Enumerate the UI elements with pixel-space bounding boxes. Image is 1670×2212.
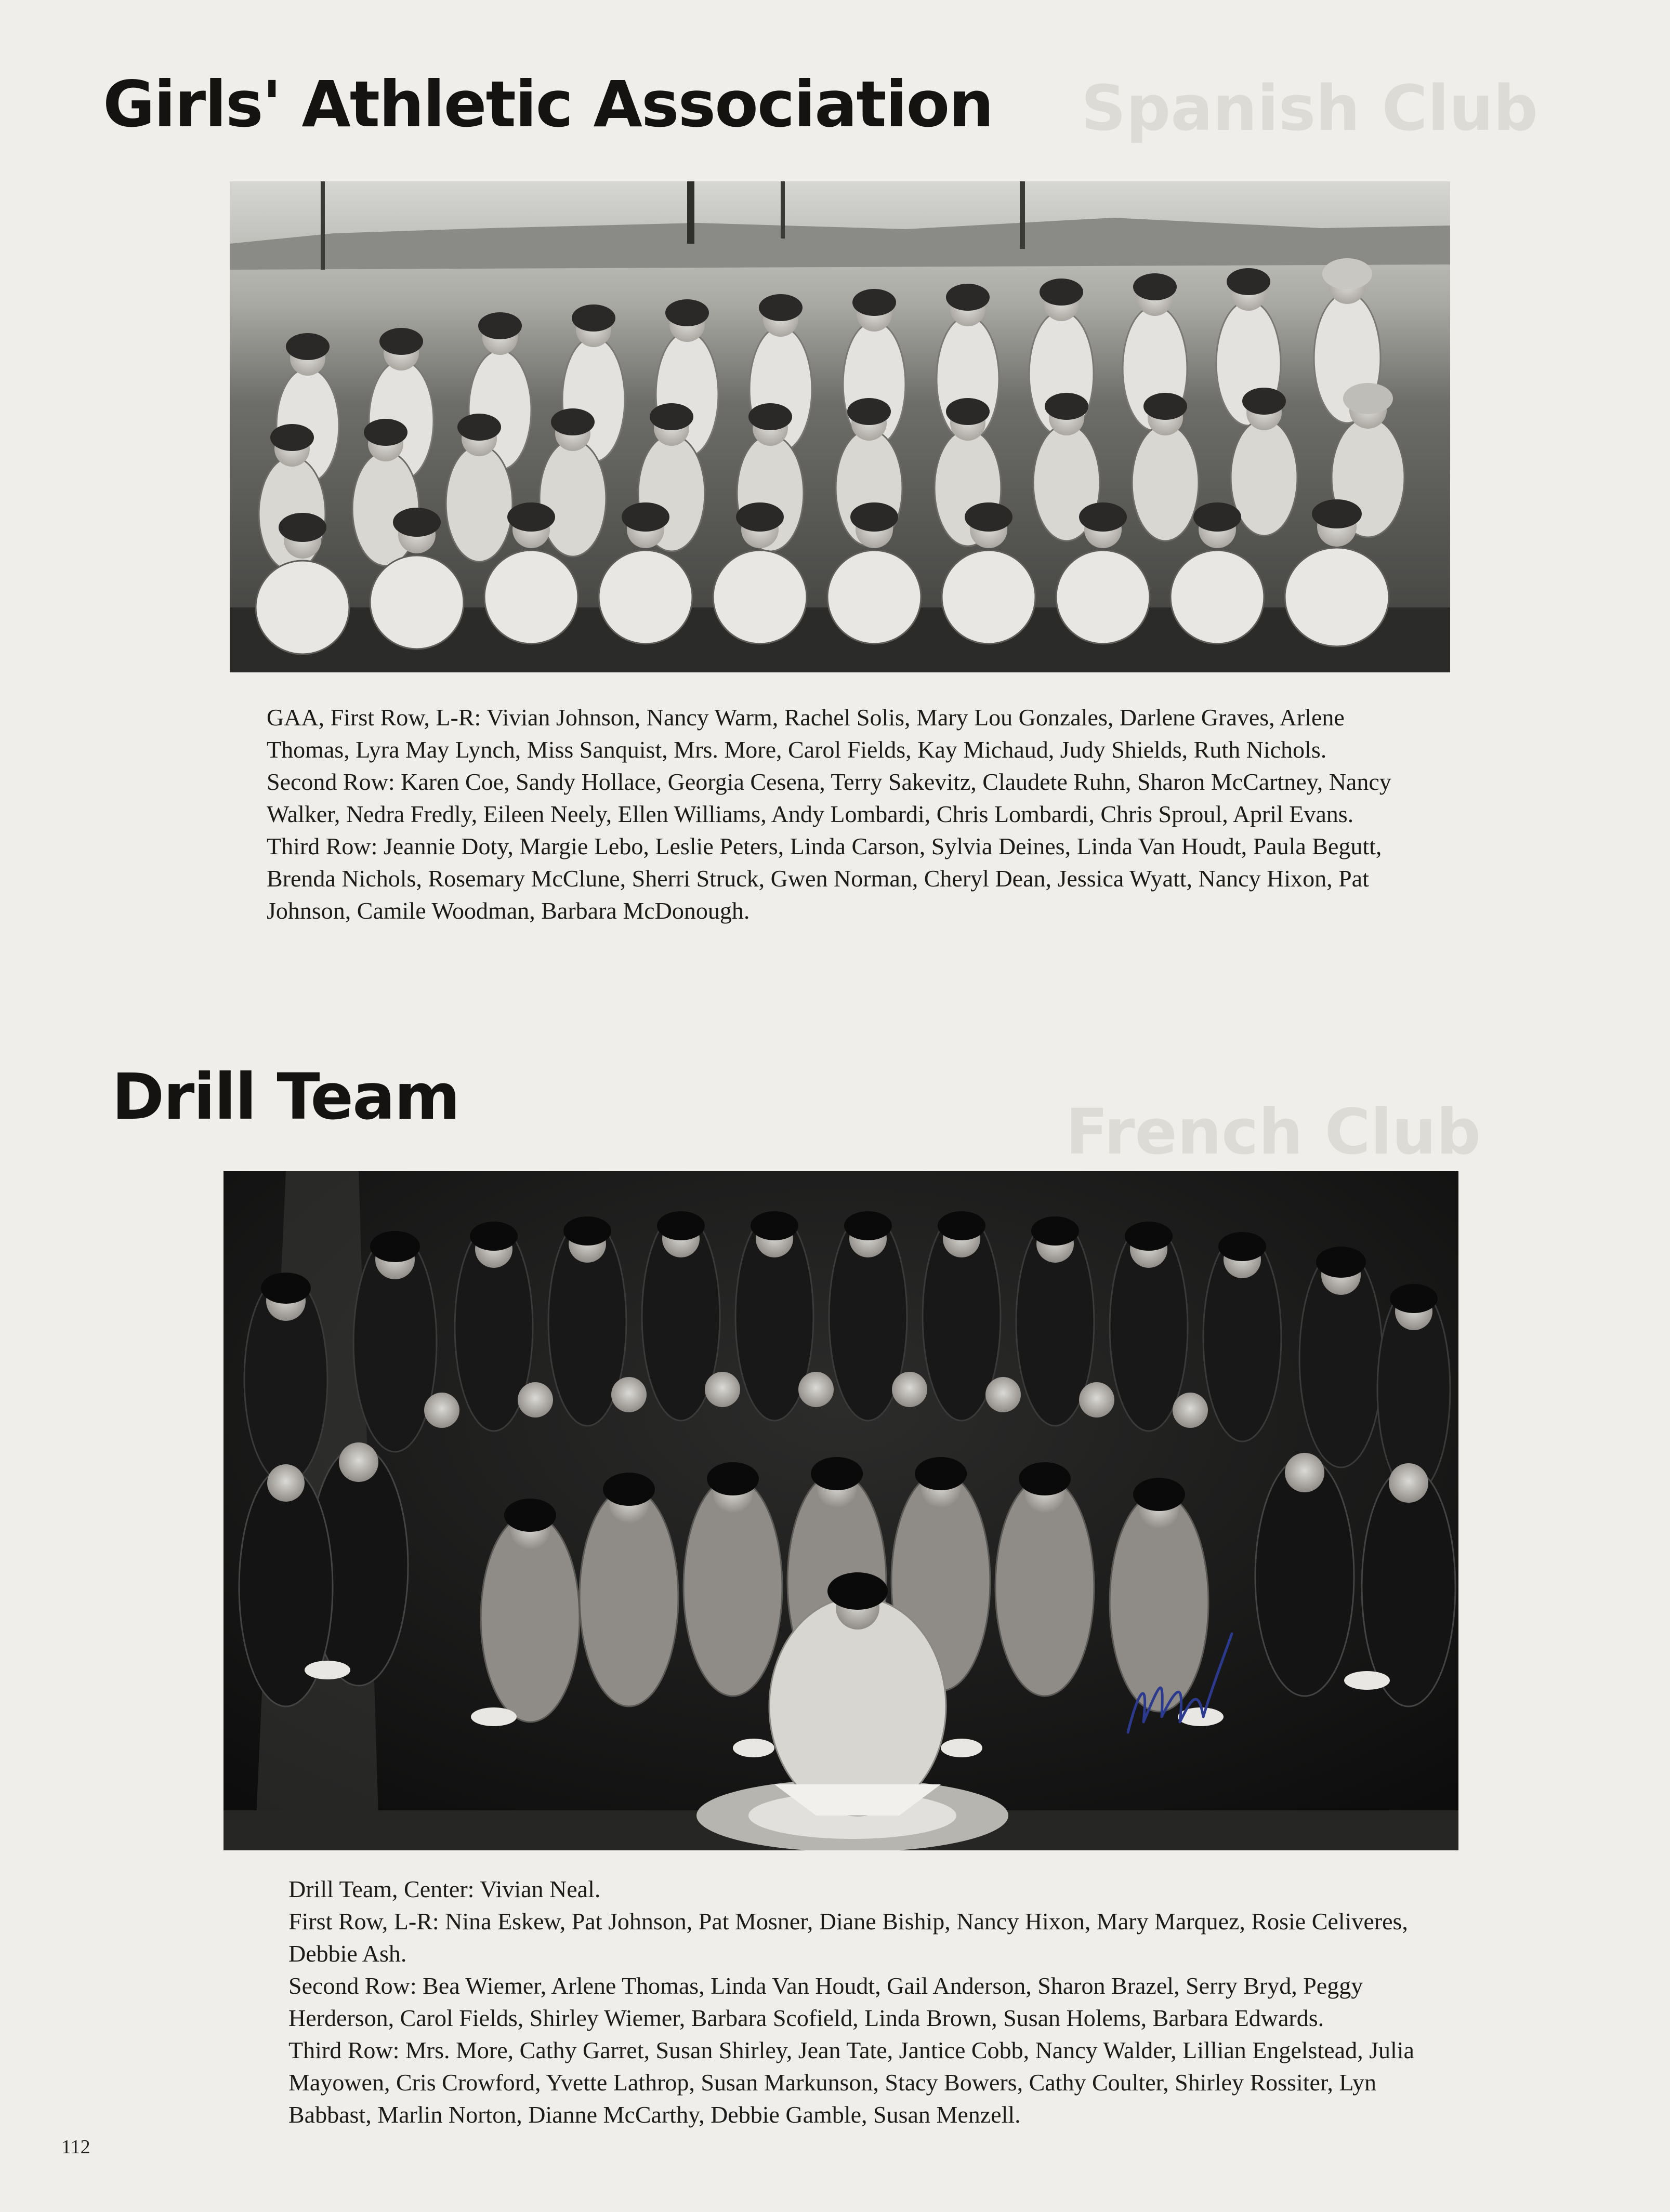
page-number: 112	[61, 2136, 90, 2158]
drill-team-group-photo	[223, 1171, 1458, 1850]
signature-mark	[1112, 1613, 1247, 1748]
gaa-photo-image	[230, 181, 1450, 672]
gaa-caption	[267, 701, 1421, 927]
bleed-through-french-club: French Club	[1066, 1096, 1481, 1169]
drill-caption-center: Drill Team, Center: Vivian Neal.	[288, 1876, 601, 1902]
gaa-heading: Girls' Athletic Association	[103, 68, 993, 141]
drill-team-heading: Drill Team	[112, 1060, 459, 1134]
drill-team-photo-image	[223, 1171, 1458, 1850]
drill-caption-second-row: Second Row: Bea Wiemer, Arlene Thomas, Linda Van Houdt, Gail Anderson, Sharon Brazel, Serry Bryd, Peggy Herderson, Carol Fields, Shirley Wiemer, Barbara Scofield, Linda Brown, Susan Holems, Barbara Edwards.	[288, 1972, 1363, 2031]
gaa-group-photo	[230, 181, 1450, 672]
bleed-through-spanish-club: Spanish Club	[1081, 73, 1538, 145]
gaa-caption-second-row: Second Row: Karen Coe, Sandy Hollace, Georgia Cesena, Terry Sakevitz, Claudete Ruhn, Sharon McCartney, Nancy Walker, Nedra Fredly, Eileen Neely, Ellen Williams, Andy Lombardi, Chris Lombardi, Chris Sproul, April Evans.	[267, 769, 1391, 827]
drill-caption-third-row: Third Row: Mrs. More, Cathy Garret, Susan Shirley, Jean Tate, Jantice Cobb, Nancy Walder, Lillian Engelstead, Julia Mayowen, Cris Crowford, Yvette Lathrop, Susan Markunson, Stacy Bowers, Cathy Coulter, Shirley Rossiter, Lyn Babbast, Marlin Norton, Dianne McCarthy, Debbie Gamble, Susan Menzell.	[288, 2037, 1414, 2128]
drill-team-caption	[288, 1873, 1442, 2131]
gaa-caption-third-row: Third Row: Jeannie Doty, Margie Lebo, Leslie Peters, Linda Carson, Sylvia Deines, Linda Van Houdt, Paula Begutt, Brenda Nichols, Rosemary McClune, Sherri Struck, Gwen Norman, Cheryl Dean, Jessica Wyatt, Nancy Hixon, Pat Johnson, Camile Woodman, Barbara McDonough.	[267, 833, 1382, 924]
gaa-caption-first-row: GAA, First Row, L-R: Vivian Johnson, Nancy Warm, Rachel Solis, Mary Lou Gonzales, Darlene Graves, Arlene Thomas, Lyra May Lynch, Miss Sanquist, Mrs. More, Carol Fields, Kay Michaud, Judy Shields, Ruth Nichols.	[267, 704, 1345, 763]
drill-caption-first-row: First Row, L-R: Nina Eskew, Pat Johnson, Pat Mosner, Diane Biship, Nancy Hixon, Mary Marquez, Rosie Celiveres, Debbie Ash.	[288, 1908, 1408, 1967]
